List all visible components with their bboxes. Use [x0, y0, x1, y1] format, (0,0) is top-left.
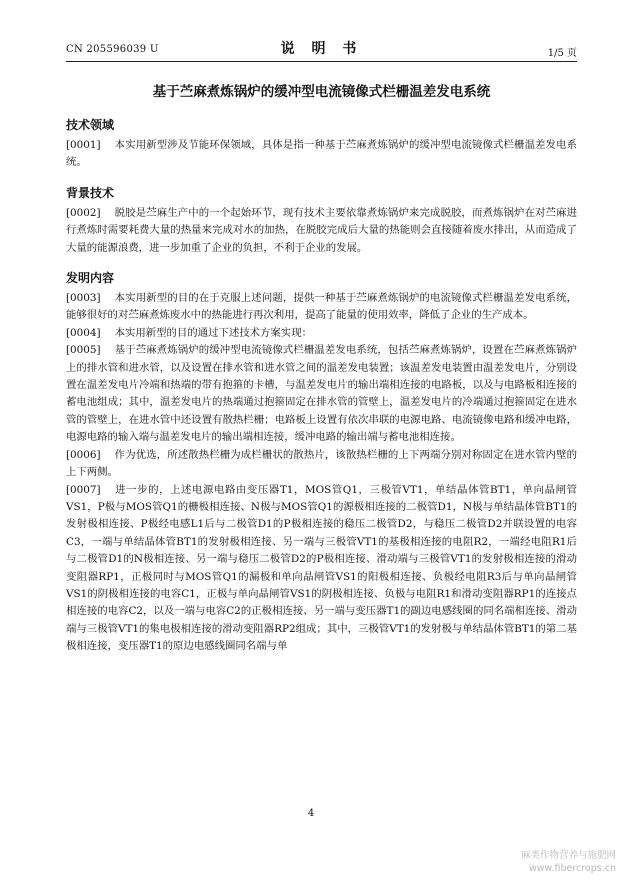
paragraph [66, 325, 577, 342]
watermark-site-name: 麻类作物营养与施肥网 [520, 850, 616, 861]
paragraph-number: [0002] [66, 206, 101, 219]
paragraph-text: 本实用新型涉及节能环保领域，具体是指一种基于苎麻煮炼锅炉的缓冲型电流镜像式栏栅温差发电系统。 [66, 139, 577, 169]
paragraph-text: 进一步的，上述电源电路由变压器T1，MOS管Q1，三极管VT1，单结晶体管BT1，单向晶闸管VS1，P极与MOS管Q1的栅极相连接、N极与MOS管Q1的源极相连接的二极管D1，N极与单结晶体管BT1的发射极相连接、P极经电感L1后与二极管D1的P极相连接的稳压二极管D2，与稳压二极管D2并联设置的电容C3，一端与单结晶体管BT1的发射极相连接、另一端与三极管VT1的基极相连接的电阻R2，一端经电阻R1后与二极管D1的N极相连接、另一端与稳压二极管D2的P极相连接、滑动端与三极管VT1的发射极相连接的滑动变阻器RP1，正极同时与MOS管Q1的漏极和单向晶闸管VS1的阳极相连接、负极经电阻R3后与单向晶闸管VS1的阴极相连接的电容C1，正极与单向晶闸管VS1的阴极相连接、负极与电阻R1和滑动变阻器RP1的连接点相连接的电容C2，以及一端与电容C2的正极相连接、另一端与变压器T1的副边电感线圈的同名端相连接、滑动端与三极管VT1的集电极相连接的滑动变阻器RP2组成；其中，三极管VT1的发射极与单结晶体管BT1的第二基极相连接，变压器T1的原边电感线圈同名端与单 [66, 483, 577, 653]
paragraph-number: [0007] [66, 483, 101, 496]
paragraph-text: 脱胶是苎麻生产中的一个起始环节，现有技术主要依靠煮炼锅炉来完成脱胶，而煮炼锅炉在对苎麻进行煮炼时需要耗费大量的热量来完成对水的加热，在脱胶完成后大量的热能则会直接随着废水排出，从而造成了大量的能源浪费，进一步加重了企业的负担，不利于企业的发展。 [66, 206, 577, 254]
paragraph-text: 本实用新型的目的通过下述技术方案实现： [114, 326, 312, 339]
document-type: 说 明 书 [280, 41, 363, 57]
section-heading: 发明内容 [66, 271, 115, 286]
document-body [66, 116, 577, 656]
paragraph-number: [0006] [66, 448, 101, 461]
paragraph [66, 290, 577, 325]
watermark-url: www.fibercrops.cn [529, 863, 616, 874]
paragraph-text: 本实用新型的目的在于克服上述问题，提供一种基于苎麻煮炼锅炉的电流镜像式栏栅温差发电系统，能够很好的对苎麻煮炼废水中的热能进行再次利用，提高了能量的使用效率，降低了企业的生产成本。 [66, 292, 577, 322]
page-info: 1/5 页 [547, 48, 577, 59]
header-rule [66, 61, 577, 62]
patent-number: CN 205596039 U [66, 44, 159, 55]
paragraph-number: [0001] [66, 139, 101, 151]
section-heading: 技术领域 [66, 118, 115, 132]
paragraph [66, 447, 577, 482]
paragraph [66, 482, 577, 656]
paragraph [66, 342, 577, 446]
paragraph-text: 作为优选，所述散热栏栅为成栏栅状的散热片，该散热栏栅的上下两端分别对称固定在进水管内壁的上下两侧。 [66, 448, 577, 479]
page-number: 4 [307, 808, 315, 819]
section-heading: 背景技术 [66, 185, 115, 200]
paragraph-number: [0004] [66, 326, 101, 339]
page-header [66, 38, 577, 58]
watermark [521, 849, 616, 875]
paragraph-number: [0005] [66, 344, 101, 357]
paragraph [66, 205, 577, 257]
document-title: 基于苎麻煮炼锅炉的缓冲型电流镜像式栏栅温差发电系统 [152, 84, 491, 100]
paragraph-number: [0003] [66, 292, 101, 305]
paragraph [66, 137, 577, 172]
paragraph-text: 基于苎麻煮炼锅炉的缓冲型电流镜像式栏栅温差发电系统，包括苎麻煮炼锅炉，设置在苎麻煮炼锅炉上的排水管和进水管，以及设置在排水管和进水管之间的温差发电装置；该温差发电装置由温差发电片，分别设置在温差发电片冷端和热端的带有抱箍的卡槽，与温差发电片的输出端相连接的电路板，以及与电路板相连接的蓄电池组成；其中，温差发电片的热端通过抱箍固定在排水管的管壁上，温差发电片的冷端通过抱箍固定在进水管的管壁上，在进水管中还设置有散热栏栅；电路板上设置有依次串联的电源电路、电流镜像电路和缓冲电路，电源电路的输入端与温差发电片的输出端相连接，缓冲电路的输出端与蓄电池相连接。 [66, 344, 577, 444]
